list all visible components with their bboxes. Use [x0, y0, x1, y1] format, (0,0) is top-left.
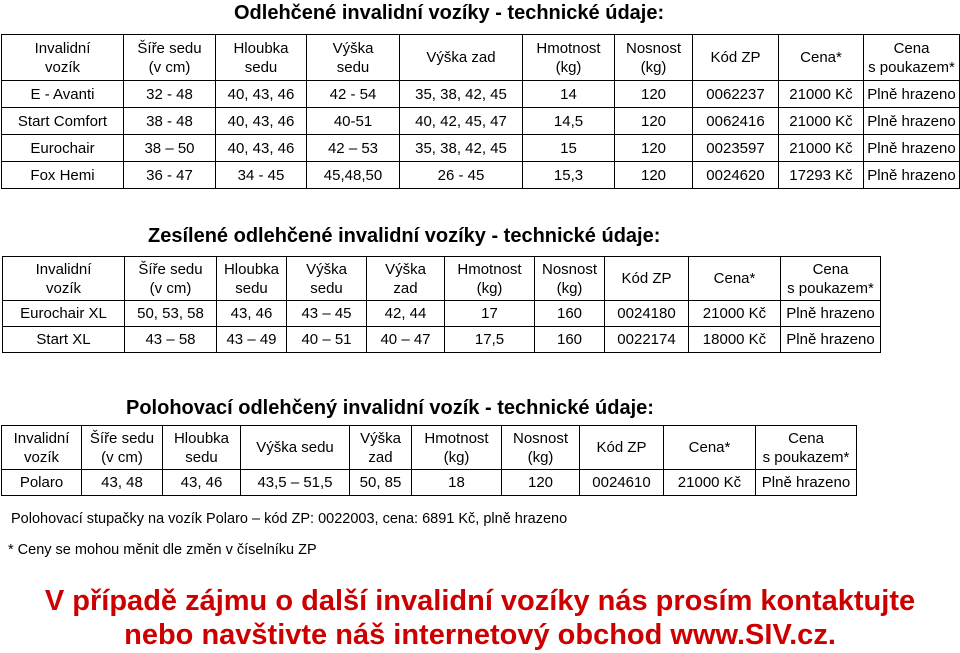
cell-price: 21000 Kč [689, 301, 781, 327]
cell-back-height: 50, 85 [350, 470, 412, 496]
cell-capacity: 160 [535, 301, 605, 327]
cell-seat-height: 42 - 54 [307, 81, 400, 108]
header-wheelchair: Invalidní vozík [3, 257, 125, 301]
cell-price: 17293 Kč [779, 162, 864, 189]
header-seat-width: Šíře sedu (v cm) [82, 426, 163, 470]
cell-seat-height: 42 – 53 [307, 135, 400, 162]
header-seat-height: Výška sedu [307, 35, 400, 81]
cell-model: Eurochair [2, 135, 124, 162]
header-weight: Hmotnost (kg) [412, 426, 502, 470]
cell-zp-code: 0023597 [693, 135, 779, 162]
header-seat-depth: Hloubka sedu [217, 257, 287, 301]
cell-capacity: 120 [615, 162, 693, 189]
cell-zp-code: 0062237 [693, 81, 779, 108]
cta-line-2: nebo navštivte náš internetový obchod www.SIV.cz. [124, 619, 836, 651]
cell-back-height: 35, 38, 42, 45 [400, 81, 523, 108]
header-seat-height: Výška sedu [241, 426, 350, 470]
cell-capacity: 120 [615, 108, 693, 135]
cell-seat-depth: 43, 46 [163, 470, 241, 496]
table2 [2, 256, 881, 353]
table-row [2, 81, 960, 108]
cell-voucher-price: Plně hrazeno [864, 135, 960, 162]
cell-model: Start Comfort [2, 108, 124, 135]
header-zp-code: Kód ZP [693, 35, 779, 81]
cell-capacity: 120 [615, 135, 693, 162]
cell-seat-width: 43 – 58 [125, 327, 217, 353]
cell-seat-depth: 43 – 49 [217, 327, 287, 353]
cell-voucher-price: Plně hrazeno [864, 162, 960, 189]
table-row [2, 135, 960, 162]
cell-weight: 14 [523, 81, 615, 108]
table-row [2, 162, 960, 189]
cell-price: 21000 Kč [664, 470, 756, 496]
header-seat-depth: Hloubka sedu [163, 426, 241, 470]
header-zp-code: Kód ZP [605, 257, 689, 301]
cell-seat-width: 43, 48 [82, 470, 163, 496]
cell-seat-height: 43,5 – 51,5 [241, 470, 350, 496]
cell-weight: 15 [523, 135, 615, 162]
cell-model: Polaro [2, 470, 82, 496]
header-price: Cena* [779, 35, 864, 81]
table-row [2, 108, 960, 135]
table2-header-row [3, 257, 881, 301]
cell-zp-code: 0062416 [693, 108, 779, 135]
header-capacity: Nosnost (kg) [535, 257, 605, 301]
cell-seat-width: 36 - 47 [124, 162, 216, 189]
cell-model: Eurochair XL [3, 301, 125, 327]
cell-back-height: 40 – 47 [367, 327, 445, 353]
table2-title: Zesílené odlehčené invalidní vozíky - technické údaje: [148, 225, 661, 247]
cell-model: E - Avanti [2, 81, 124, 108]
cell-seat-height: 45,48,50 [307, 162, 400, 189]
cell-seat-width: 50, 53, 58 [125, 301, 217, 327]
header-back-height: Výška zad [400, 35, 523, 81]
cell-price: 21000 Kč [779, 81, 864, 108]
cell-weight: 17,5 [445, 327, 535, 353]
header-seat-height: Výška sedu [287, 257, 367, 301]
cell-model: Start XL [3, 327, 125, 353]
header-price: Cena* [689, 257, 781, 301]
table1 [1, 34, 960, 189]
cell-seat-width: 38 - 48 [124, 108, 216, 135]
cell-price: 21000 Kč [779, 135, 864, 162]
header-capacity: Nosnost (kg) [615, 35, 693, 81]
cell-back-height: 35, 38, 42, 45 [400, 135, 523, 162]
cell-seat-depth: 43, 46 [217, 301, 287, 327]
cell-weight: 15,3 [523, 162, 615, 189]
cell-back-height: 26 - 45 [400, 162, 523, 189]
cell-voucher-price: Plně hrazeno [781, 327, 881, 353]
cell-capacity: 120 [502, 470, 580, 496]
cell-model: Fox Hemi [2, 162, 124, 189]
header-capacity: Nosnost (kg) [502, 426, 580, 470]
header-seat-width: Šíře sedu (v cm) [125, 257, 217, 301]
header-zp-code: Kód ZP [580, 426, 664, 470]
table3-title: Polohovací odlehčený invalidní vozík - technické údaje: [126, 397, 654, 419]
table-row [2, 470, 857, 496]
cell-voucher-price: Plně hrazeno [756, 470, 857, 496]
cell-voucher-price: Plně hrazeno [781, 301, 881, 327]
table1-header-row [2, 35, 960, 81]
cell-weight: 18 [412, 470, 502, 496]
cell-seat-height: 40 – 51 [287, 327, 367, 353]
header-seat-depth: Hloubka sedu [216, 35, 307, 81]
table-row [3, 327, 881, 353]
cell-weight: 17 [445, 301, 535, 327]
cell-capacity: 160 [535, 327, 605, 353]
header-seat-width: Šíře sedu (v cm) [124, 35, 216, 81]
header-voucher-price: Cena s poukazem* [781, 257, 881, 301]
header-wheelchair: Invalidní vozík [2, 35, 124, 81]
cell-back-height: 42, 44 [367, 301, 445, 327]
cell-price: 21000 Kč [779, 108, 864, 135]
cell-seat-width: 38 – 50 [124, 135, 216, 162]
table-row [3, 301, 881, 327]
header-voucher-price: Cena s poukazem* [756, 426, 857, 470]
cell-zp-code: 0024610 [580, 470, 664, 496]
cell-seat-depth: 40, 43, 46 [216, 81, 307, 108]
cell-seat-height: 43 – 45 [287, 301, 367, 327]
header-weight: Hmotnost (kg) [445, 257, 535, 301]
cell-weight: 14,5 [523, 108, 615, 135]
cell-zp-code: 0022174 [605, 327, 689, 353]
cell-back-height: 40, 42, 45, 47 [400, 108, 523, 135]
header-weight: Hmotnost (kg) [523, 35, 615, 81]
cell-zp-code: 0024180 [605, 301, 689, 327]
cell-seat-depth: 40, 43, 46 [216, 135, 307, 162]
cell-capacity: 120 [615, 81, 693, 108]
cell-voucher-price: Plně hrazeno [864, 108, 960, 135]
header-price: Cena* [664, 426, 756, 470]
header-voucher-price: Cena s poukazem* [864, 35, 960, 81]
cell-seat-width: 32 - 48 [124, 81, 216, 108]
table3 [1, 425, 857, 496]
table1-title: Odlehčené invalidní vozíky - technické údaje: [234, 2, 665, 24]
cell-seat-depth: 40, 43, 46 [216, 108, 307, 135]
cell-seat-height: 40-51 [307, 108, 400, 135]
header-back-height: Výška zad [367, 257, 445, 301]
cell-zp-code: 0024620 [693, 162, 779, 189]
price-disclaimer: * Ceny se mohou měnit dle změn v číselníku ZP [8, 542, 317, 558]
header-back-height: Výška zad [350, 426, 412, 470]
cell-seat-depth: 34 - 45 [216, 162, 307, 189]
polaro-accessory-note: Polohovací stupačky na vozík Polaro – kód ZP: 0022003, cena: 6891 Kč, plně hrazeno [11, 511, 568, 527]
cta-line-1: V případě zájmu o další invalidní vozíky nás prosím kontaktujte [44, 585, 916, 617]
table3-header-row [2, 426, 857, 470]
cell-voucher-price: Plně hrazeno [864, 81, 960, 108]
header-wheelchair: Invalidní vozík [2, 426, 82, 470]
cell-price: 18000 Kč [689, 327, 781, 353]
